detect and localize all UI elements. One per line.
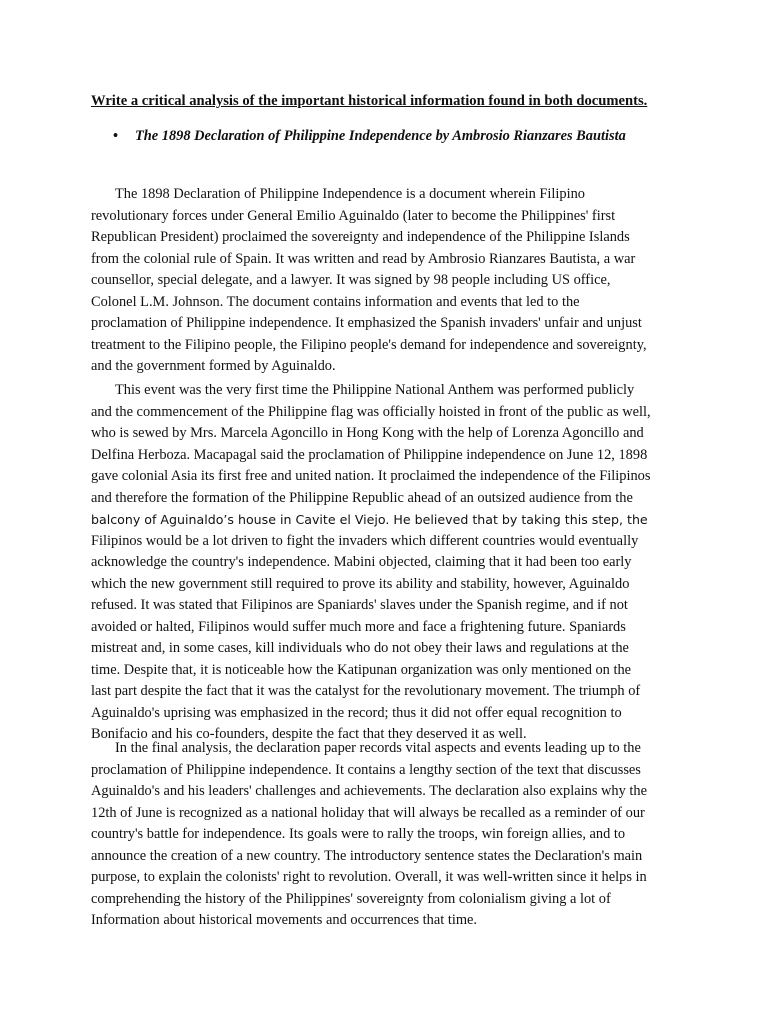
paragraph-line: avoided or halted, Filipinos would suffer much more and face a frightening future. Spaniards bbox=[91, 618, 626, 635]
assignment-heading: Write a critical analysis of the important historical information found in both documents. bbox=[91, 93, 648, 109]
paragraph-2 bbox=[91, 380, 691, 746]
paragraph-line: comprehending the history of the Philippines' sovereignty from colonialism giving a lot of bbox=[91, 890, 611, 907]
paragraph-line: treatment to the Filipino people, the Filipino people's demand for independence and sovereignty, bbox=[91, 336, 647, 353]
paragraph-3 bbox=[91, 738, 691, 932]
paragraph-line: and the government formed by Aguinaldo. bbox=[91, 358, 336, 374]
paragraph-line: acknowledge the country's independence. Mabini objected, claiming that it had been too early bbox=[91, 554, 632, 570]
paragraph-line: Bonifacio and his co-founders, despite the fact that they deserved it as well. bbox=[91, 726, 527, 742]
paragraph-line: This event was the very first time the Philippine National Anthem was performed publicly bbox=[115, 382, 635, 398]
bullet-item-title: The 1898 Declaration of Philippine Independence by Ambrosio Rianzares Bautista bbox=[135, 128, 626, 144]
paragraph-line: and therefore the formation of the Philippine Republic ahead of an outsized audience from the bbox=[91, 489, 633, 506]
paragraph-line: Colonel L.M. Johnson. The document contains information and events that led to the bbox=[91, 293, 580, 310]
paragraph-line: revolutionary forces under General Emilio Aguinaldo (later to become the Philippines' first bbox=[91, 207, 616, 224]
paragraph-line: Aguinaldo's and his leaders' challenges and achievements. The declaration also explains why the bbox=[91, 783, 647, 799]
paragraph-line: counsellor, special delegate, and a lawyer. It was signed by 98 people including US office, bbox=[91, 272, 611, 288]
bullet-icon: • bbox=[113, 128, 119, 144]
paragraph-line: In the final analysis, the declaration paper records vital aspects and events leading up to the bbox=[115, 740, 641, 756]
paragraph-1 bbox=[91, 184, 691, 378]
paragraph-line: last part despite the fact that it was the catalyst for the revolutionary movement. The triumph of bbox=[91, 683, 641, 699]
paragraph-line: gave colonial Asia its first free and united nation. It proclaimed the independence of the Filipinos bbox=[91, 468, 651, 484]
paragraph-line: Aguinaldo's uprising was emphasized in the record; thus it did not offer equal recognition to bbox=[91, 704, 622, 721]
paragraph-line: 12th of June is recognized as a national holiday that will always be recalled as a reminder of our bbox=[91, 804, 645, 821]
paragraph-line: Information about historical movements and occurrences that time. bbox=[91, 912, 478, 928]
paragraph-line: purpose, to explain the colonists' right to revolution. Overall, it was well-written since it helps in bbox=[91, 869, 647, 885]
paragraph-line: time. Despite that, it is noticeable how the Katipunan organization was only mentioned on the bbox=[91, 661, 632, 678]
paragraph-line: mistreat and, in some cases, kill individuals who do not obey their laws and regulations at the bbox=[91, 640, 629, 656]
paragraph-line: Filipinos would be a lot driven to fight the invaders which different countries would eventually bbox=[91, 532, 639, 549]
paragraph-line: proclamation of Philippine independence. It contains a lengthy section of the text that discusses bbox=[91, 761, 641, 778]
paragraph-line: The 1898 Declaration of Philippine Independence is a document wherein Filipino bbox=[115, 186, 585, 202]
paragraph-line: country's battle for independence. Its goals were to rally the troops, win foreign allies, and to bbox=[91, 826, 626, 842]
paragraph-line: proclamation of Philippine independence. It emphasized the Spanish invaders' unfair and unjust bbox=[91, 315, 642, 331]
paragraph-line: which the new government still required to prove its ability and stability, however, Aguinaldo bbox=[91, 575, 630, 592]
paragraph-line: Republican President) proclaimed the sovereignty and independence of the Philippine Islands bbox=[91, 229, 630, 245]
bullet-item bbox=[113, 126, 626, 146]
paragraph-line: who is sewed by Mrs. Marcela Agoncillo in Hong Kong with the help of Lorenza Agoncillo and bbox=[91, 425, 644, 441]
paragraph-line: and the commencement of the Philippine flag was officially hoisted in front of the public as well, bbox=[91, 403, 651, 420]
paragraph-line: balcony of Aguinaldo’s house in Cavite el Viejo. He believed that by taking this step, the bbox=[91, 512, 648, 527]
paragraph-line: refused. It was stated that Filipinos are Spaniards' slaves under the Spanish regime, and if not bbox=[91, 597, 628, 613]
paragraph-line: announce the creation of a new country. The introductory sentence states the Declaration's main bbox=[91, 847, 643, 864]
paragraph-line: from the colonial rule of Spain. It was written and read by Ambrosio Rianzares Bautista, a war bbox=[91, 250, 636, 267]
paragraph-line: Delfina Herboza. Macapagal said the proclamation of Philippine independence on June 12, 1898 bbox=[91, 446, 648, 463]
